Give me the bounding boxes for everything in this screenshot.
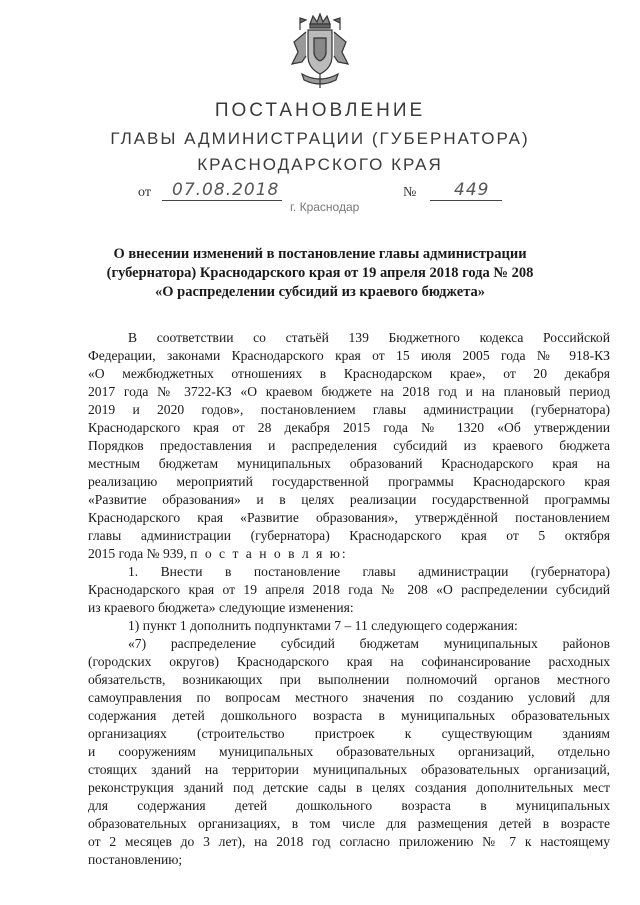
document-title (100, 245, 540, 302)
document-type-heading: ПОСТАНОВЛЕНИЕ (214, 100, 426, 121)
body-line: обязательств, возникающих при выполнении полномочий органов местного (88, 672, 610, 687)
coat-of-arms-emblem (288, 12, 352, 90)
body-line: «7) распределение субсидий бюджетам муниципальных районов (128, 636, 610, 651)
document-body (88, 329, 610, 869)
body-line: постановлению; (88, 852, 183, 867)
document-date: 07.08.2018 (172, 180, 280, 200)
body-line: Краснодарского края «Развитие образования», утверждённой постановлением (88, 510, 610, 525)
region-heading: КРАСНОДАРСКОГО КРАЯ (197, 155, 443, 174)
body-line: Федерации, законами Краснодарского края от 15 июля 2005 года № 918-КЗ (88, 348, 610, 363)
resolution-word: п о с т а н о в л я ю: (190, 546, 348, 561)
body-line: местным бюджетам муниципальных образований Краснодарского края на (88, 456, 610, 471)
date-label: от (138, 185, 151, 200)
body-line: самоуправления по вопросам местного значения по созданию условий для (88, 690, 610, 705)
body-line: образовательных организациях, в том числе для размещения детей в возрасте (88, 816, 610, 831)
document-number: 449 (454, 180, 490, 200)
body-line: 1) пункт 1 дополнить подпунктами 7 – 11 следующего содержания: (128, 618, 518, 633)
body-line: В соответствии со статьёй 139 Бюджетного кодекса Российской (128, 330, 610, 345)
body-line: главы администрации (губернатора) Краснодарского края от 5 октября (88, 528, 610, 543)
city-label: г. Краснодар (290, 200, 360, 214)
body-line: 2019 и 2020 годов», постановлением главы администрации (губернатора) (88, 402, 610, 417)
body-line: 2017 года № 3722-КЗ «О краевом бюджете на 2018 год и на плановый период (88, 384, 610, 399)
body-line: «О межбюджетных отношениях в Краснодарском крае», от 20 декабря (88, 366, 610, 381)
body-line: Краснодарского края от 28 декабря 2015 года № 1320 «Об утверждении (88, 420, 610, 435)
body-line: стоящих зданий на территории муниципальных образовательных организаций, (88, 762, 610, 777)
body-line: и сооружениям муниципальных образовательных организаций, отдельно (88, 744, 610, 759)
number-underline (430, 200, 502, 201)
body-line: Краснодарского края от 19 апреля 2018 года № 208 «О распределении субсидий (88, 582, 610, 597)
body-line-text: 2015 года № 939, (88, 546, 187, 561)
body-line (88, 545, 610, 563)
body-line: Порядков предоставления и распределения субсидий из краевого бюджета (88, 438, 610, 453)
body-line: для содержания детей дошкольного возраста в муниципальных (88, 798, 610, 813)
body-line: организациях (строительство пристроек к существующим зданиям (88, 726, 610, 741)
title-line: О внесении изменений в постановление главы администрации (113, 246, 527, 262)
body-line: реализацию мероприятий государственной программы Краснодарского края (88, 474, 610, 489)
body-line: содержания детей дошкольного возраста в муниципальных образовательных (88, 708, 610, 723)
body-line: «Развитие образования» и в целях реализации государственной программы (88, 492, 610, 507)
body-line: 1. Внести в постановление главы администрации (губернатора) (128, 564, 610, 579)
title-line: «О распределении субсидий из краевого бюджета» (155, 284, 485, 300)
body-line: из краевого бюджета» следующие изменения: (88, 600, 354, 615)
body-line: (городских округов) Краснодарского края на софинансирование расходных (88, 654, 610, 669)
number-label: № (403, 185, 417, 200)
body-line: реконструкция зданий под детские сады в целях создания дополнительных мест (88, 780, 610, 795)
date-underline (162, 200, 282, 201)
issuing-authority-heading: ГЛАВЫ АДМИНИСТРАЦИИ (ГУБЕРНАТОРА) (110, 129, 530, 148)
body-line: от 2 месяцев до 3 лет), на 2018 год согласно приложению № 7 к настоящему (88, 834, 610, 849)
title-line: (губернатора) Краснодарского края от 19 апреля 2018 года № 208 (106, 265, 534, 281)
